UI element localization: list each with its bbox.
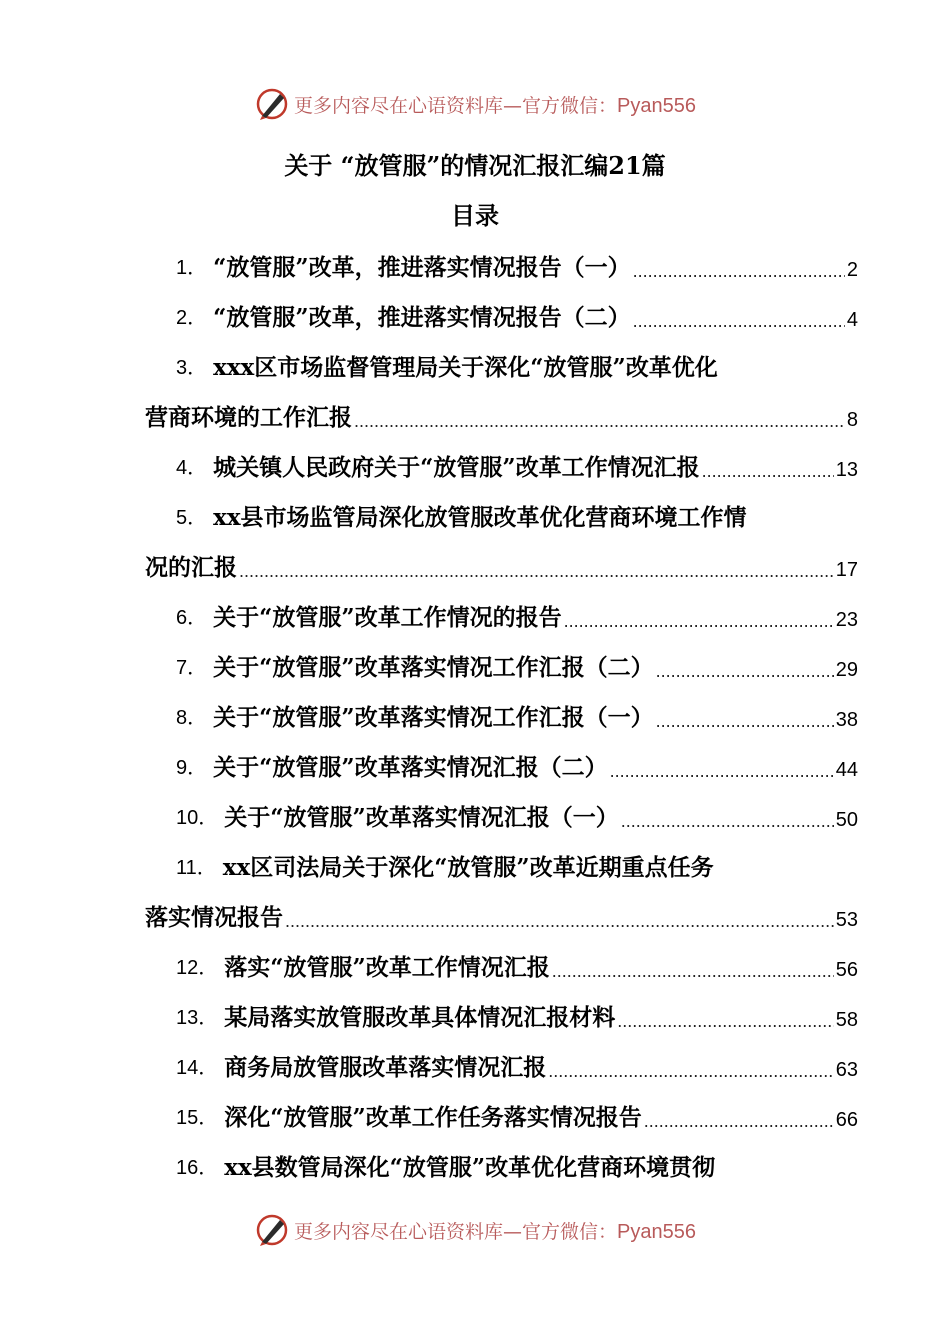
leader-dots: [564, 604, 834, 638]
document-title: 关于 “放管服”的情况汇报汇编21篇: [284, 151, 666, 180]
toc-page-number: 44: [835, 759, 858, 781]
leader-dots: [644, 1104, 834, 1138]
leader-dots: [633, 304, 845, 338]
toc-item[interactable]: 1． “放管服”改革，推进落实情况报告（一） ..... 2: [176, 248, 858, 288]
leader-dots: [548, 1054, 834, 1088]
toc-item-title: “放管服”改革，推进落实情况报告（一）: [213, 254, 631, 281]
leader-dots: [656, 704, 834, 738]
toc-item[interactable]: 4． 城关镇人民政府关于“放管服”改革工作情况汇报 ..... 13: [176, 448, 858, 488]
leader-dots: [621, 804, 834, 838]
toc-item-title: xx县数管局深化“放管服”改革优化营商环境贯彻: [224, 1154, 716, 1181]
toc-heading: 目录: [451, 201, 499, 230]
toc-item-title: 落实“放管服”改革工作情况汇报: [224, 954, 550, 981]
leader-dots: [285, 904, 834, 938]
leader-dots: [552, 954, 834, 988]
toc-page-number: 29: [835, 659, 858, 681]
toc-page-number: 56: [835, 959, 858, 981]
toc-item-title: xx县市场监管局深化放管服改革优化营商环境工作情: [213, 504, 747, 531]
toc-item-title: “放管服”改革，推进落实情况报告（二）: [213, 304, 631, 331]
toc-item-title: 商务局放管服改革落实情况汇报: [224, 1054, 547, 1081]
leader-dots: [610, 754, 834, 788]
toc-item-continuation[interactable]: [145, 398, 858, 438]
leader-dots: [617, 1004, 834, 1038]
toc-page-number: 38: [835, 709, 858, 731]
toc-item-title: 关于“放管服”改革落实情况汇报（一）: [224, 804, 619, 831]
toc-item-title: 关于“放管服”改革落实情况汇报（二）: [213, 754, 608, 781]
banner-text: 更多内容尽在心语资料库—官方微信：Pyan556: [294, 94, 696, 117]
footer-banner: [0, 1210, 950, 1250]
toc-page-number: 17: [835, 559, 858, 581]
toc-item-title: 落实情况报告: [145, 904, 283, 931]
toc-item[interactable]: 14． 商务局放管服改革落实情况汇报 ..... 63: [176, 1048, 858, 1088]
toc-item-title: xxx区市场监督管理局关于深化“放管服”改革优化: [213, 354, 718, 381]
toc-item[interactable]: 2． “放管服”改革，推进落实情况报告（二） ..... 4: [176, 298, 858, 338]
toc-item-title: 某局落实放管服改革具体情况汇报材料: [224, 1004, 616, 1031]
toc-item[interactable]: 8． 关于“放管服”改革落实情况工作汇报（一） ..... 38: [176, 698, 858, 738]
leader-dots: [633, 254, 845, 288]
toc-page-number: 13: [835, 459, 858, 481]
toc-item-title: 关于“放管服”改革落实情况工作汇报（二）: [213, 654, 654, 681]
toc-item[interactable]: 6． 关于“放管服”改革工作情况的报告 ..... 23: [176, 598, 858, 638]
leader-dots: [702, 454, 834, 488]
toc-item[interactable]: 10． 关于“放管服”改革落实情况汇报（一） ..... 50: [176, 798, 858, 838]
toc-item[interactable]: 5． xx县市场监管局深化放管服改革优化营商环境工作情: [176, 498, 858, 538]
banner-text: 更多内容尽在心语资料库—官方微信：Pyan556: [294, 1220, 696, 1243]
toc-item-title: 城关镇人民政府关于“放管服”改革工作情况汇报: [213, 454, 700, 481]
toc-page-number: 66: [835, 1109, 858, 1131]
toc-item[interactable]: 15． 深化“放管服”改革工作任务落实情况报告 ..... 66: [176, 1098, 858, 1138]
toc-item[interactable]: 11． xx区司法局关于深化“放管服”改革近期重点任务: [176, 848, 858, 888]
toc-item[interactable]: 12． 落实“放管服”改革工作情况汇报 ..... 56: [176, 948, 858, 988]
toc-item[interactable]: 13． 某局落实放管服改革具体情况汇报材料 ..... 58: [176, 998, 858, 1038]
toc-page-number: 8: [846, 409, 858, 431]
toc-page-number: 4: [846, 309, 858, 331]
toc-item-title: 况的汇报: [145, 554, 237, 581]
toc-page-number: 23: [835, 609, 858, 631]
toc-page-number: 58: [835, 1009, 858, 1031]
header-banner: [0, 84, 950, 124]
leader-dots: [354, 404, 845, 438]
toc-item-continuation[interactable]: [145, 898, 858, 938]
toc-page-number: 63: [835, 1059, 858, 1081]
toc-item-title: 关于“放管服”改革工作情况的报告: [213, 604, 562, 631]
toc-page-number: 2: [846, 259, 858, 281]
toc-item-title: 深化“放管服”改革工作任务落实情况报告: [224, 1104, 642, 1131]
pen-logo-icon: [254, 1212, 290, 1248]
toc-item-title: 关于“放管服”改革落实情况工作汇报（一）: [213, 704, 654, 731]
toc-item[interactable]: 7． 关于“放管服”改革落实情况工作汇报（二） ..... 29: [176, 648, 858, 688]
toc-item-title: 营商环境的工作汇报: [145, 404, 352, 431]
toc-page-number: 50: [835, 809, 858, 831]
toc-item-continuation[interactable]: [145, 548, 858, 588]
pen-logo-icon: [254, 86, 290, 122]
toc-item[interactable]: 16． xx县数管局深化“放管服”改革优化营商环境贯彻: [176, 1148, 858, 1188]
toc-item-title: xx区司法局关于深化“放管服”改革近期重点任务: [222, 854, 714, 881]
leader-dots: [656, 654, 834, 688]
leader-dots: [239, 554, 834, 588]
toc-page-number: 53: [835, 909, 858, 931]
toc-item[interactable]: 3． xxx区市场监督管理局关于深化“放管服”改革优化: [176, 348, 858, 388]
toc-item[interactable]: 9． 关于“放管服”改革落实情况汇报（二） ..... 44: [176, 748, 858, 788]
